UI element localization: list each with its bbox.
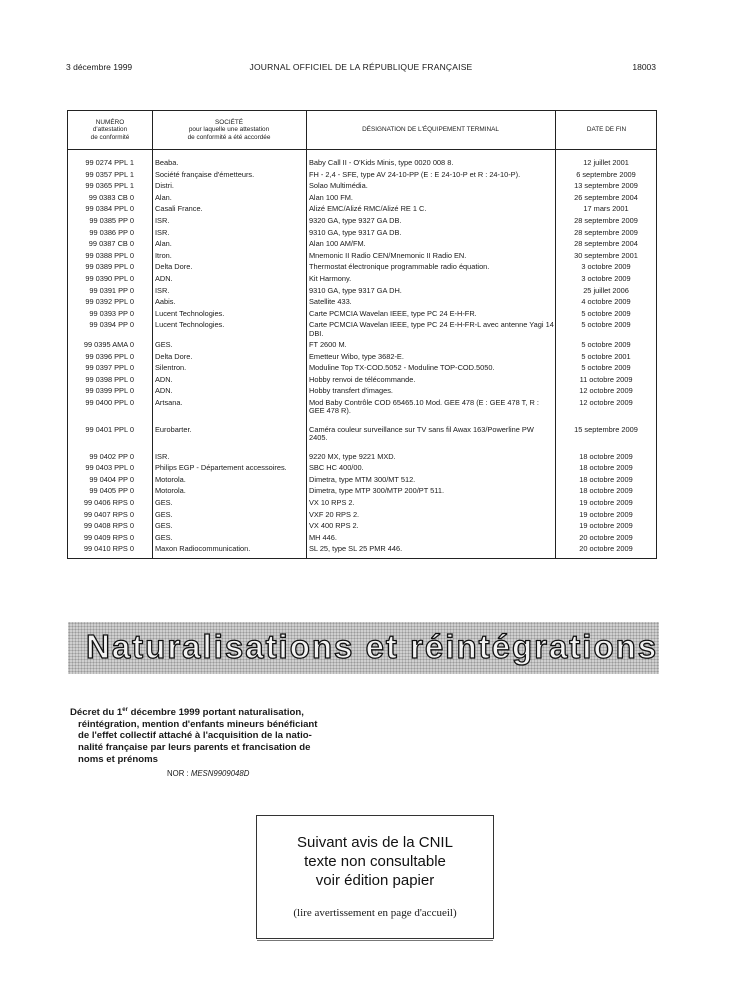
running-head (66, 62, 656, 76)
end-date: 5 octobre 2001 (581, 351, 631, 361)
equipment-designation: Emetteur Wibo, type 3682-E. (309, 351, 404, 361)
cnil-line: voir édition papier (315, 872, 435, 889)
attestation-number: 99 0387 CB 0 (88, 239, 134, 249)
end-date: 26 septembre 2004 (574, 192, 638, 202)
attestation-number: 99 0395 AMA 0 (83, 340, 134, 350)
attestation-number: 99 0406 RPS 0 (83, 498, 134, 508)
table-row (68, 159, 656, 171)
equipment-designation: Caméra couleur surveillance sur TV sans fil Awax 163/Powerline PW 2405. (309, 424, 534, 443)
table-row (68, 545, 656, 557)
equipment-designation: Hobby renvoi de télécommande. (309, 374, 416, 384)
header-societe-line: SOCIÉTÉ (214, 119, 244, 127)
header-numero-line: NUMÉRO (95, 119, 125, 127)
table-row (68, 341, 656, 353)
equipment-designation: Carte PCMCIA Wavelan IEEE, type PC 24 E-H-FR-L avec antenne Yagi 14 DBI. (309, 320, 554, 338)
company-name: Artsana. (155, 398, 183, 408)
company-name: Casali France. (155, 204, 203, 214)
end-date: 11 octobre 2009 (579, 374, 633, 384)
end-date: 28 septembre 2004 (574, 239, 638, 249)
equipment-designation: MH 446. (309, 532, 337, 542)
attestation-number: 99 0390 PPL 0 (85, 273, 134, 283)
company-name: ADN. (155, 273, 173, 283)
equipment-designation: Alizé EMC/Alizé RMC/Alizé RE 1 C. (309, 204, 427, 214)
attestation-number: 99 0398 PPL 0 (85, 374, 134, 384)
table-row (68, 217, 656, 229)
equipment-designation: FT 2600 M. (309, 340, 347, 350)
equipment-designation: Baby Call II - O'Kids Minis, type 0020 008 8. (309, 158, 454, 167)
end-date: 18 octobre 2009 (579, 451, 633, 461)
decree-line: de l'effet collectif attaché à l'acquisition de la natio- (78, 730, 312, 742)
company-name: GES. (155, 521, 173, 531)
equipment-designation: Dimetra, type MTM 300/MT 512. (309, 474, 416, 484)
section-title: Naturalisations et réintégrations (86, 628, 659, 665)
cnil-line: texte non consultable (304, 853, 446, 870)
attestation-number: 99 0383 CB 0 (88, 192, 134, 202)
attestation-number: 99 0388 PPL 0 (85, 250, 134, 260)
company-name: Silentron. (155, 363, 187, 373)
company-name: Motorola. (155, 474, 186, 484)
company-name: Alan. (155, 239, 172, 249)
attestation-number: 99 0384 PPL 0 (85, 204, 134, 214)
end-date: 3 octobre 2009 (581, 273, 631, 283)
decree-line: noms et prénoms (78, 753, 158, 765)
equipment-designation: Carte PCMCIA Wavelan IEEE, type PC 24 E-H-FR. (309, 308, 477, 318)
company-name: Lucent Technologies. (155, 320, 225, 330)
table-row (68, 499, 656, 511)
company-name: Distri. (155, 181, 174, 191)
equipment-designation: Mod Baby Contrôle COD 65465.10 Mod. GEE 478 (E : GEE 478 T, R : GEE 478 R). (309, 398, 539, 416)
equipment-designation: Thermostat électronique programmable radio équation. (309, 262, 490, 272)
equipment-designation: 9320 GA, type 9327 GA DB. (309, 215, 402, 225)
company-name: Eurobarter. (155, 424, 192, 434)
header-divider (68, 149, 656, 150)
attestation-number: 99 0397 PPL 0 (85, 363, 134, 373)
end-date: 20 octobre 2009 (579, 532, 633, 542)
attestation-number: 99 0396 PPL 0 (85, 351, 134, 361)
end-date: 25 juillet 2006 (583, 285, 629, 295)
end-date: 5 octobre 2009 (581, 363, 631, 373)
decree-line: nalité française par leurs parents et francisation de (78, 741, 311, 753)
attestation-number: 99 0404 PP 0 (89, 474, 134, 484)
attestation-number: 99 0392 PPL 0 (85, 297, 134, 307)
end-date: 19 octobre 2009 (579, 509, 633, 519)
end-date: 12 juillet 2001 (583, 158, 629, 167)
company-name: Delta Dore. (155, 262, 193, 272)
end-date: 5 octobre 2009 (581, 308, 631, 318)
table-row (68, 321, 656, 341)
end-date: 19 octobre 2009 (579, 521, 633, 531)
end-date: 17 mars 2001 (583, 204, 629, 214)
company-name: GES. (155, 509, 173, 519)
company-name: Lucent Technologies. (155, 308, 225, 318)
equipment-designation: Satellite 433. (309, 297, 352, 307)
nor-label: NOR : (167, 769, 189, 778)
journal-title: JOURNAL OFFICIEL DE LA RÉPUBLIQUE FRANÇAISE (249, 62, 473, 72)
end-date: 6 septembre 2009 (576, 169, 636, 179)
equipment-designation: VX 400 RPS 2. (309, 521, 359, 531)
table-body (68, 159, 656, 557)
attestation-number: 99 0357 PPL 1 (85, 169, 134, 179)
company-name: ISR. (155, 285, 170, 295)
company-name: GES. (155, 532, 173, 542)
equipment-designation: 9310 GA, type 9317 GA DH. (309, 285, 402, 295)
attestation-number: 99 0393 PP 0 (89, 308, 134, 318)
table-row (68, 240, 656, 252)
attestation-number: 99 0409 RPS 0 (83, 532, 134, 542)
equipment-designation: VX 10 RPS 2. (309, 498, 355, 508)
table-row (68, 275, 656, 287)
attestation-number: 99 0407 RPS 0 (83, 509, 134, 519)
equipment-designation: Alan 100 AM/FM. (309, 239, 366, 249)
table-row (68, 399, 656, 419)
equipment-designation: VXF 20 RPS 2. (309, 509, 360, 519)
table-row (68, 426, 656, 446)
attestation-number: 99 0408 RPS 0 (83, 521, 134, 531)
equipment-designation: SBC HC 400/00. (309, 463, 364, 473)
equipment-designation: 9220 MX, type 9221 MXD. (309, 451, 396, 461)
company-name: ISR. (155, 227, 170, 237)
equipment-designation: Hobby transfert d'images. (309, 386, 393, 396)
header-societe (152, 111, 306, 149)
end-date: 5 octobre 2009 (581, 320, 631, 330)
cnil-warning-note: (lire avertissement en page d'accueil) (293, 907, 457, 919)
attestation-number: 99 0394 PP 0 (89, 320, 134, 330)
equipment-designation: Solao Multimédia. (309, 181, 368, 191)
company-name: GES. (155, 498, 173, 508)
company-name: Beaba. (155, 158, 179, 167)
end-date: 4 octobre 2009 (581, 297, 631, 307)
end-date: 12 octobre 2009 (579, 398, 633, 408)
attestation-number: 99 0402 PP 0 (89, 451, 134, 461)
end-date: 28 septembre 2009 (574, 215, 638, 225)
end-date: 28 septembre 2009 (574, 227, 638, 237)
header-date-label: DATE DE FIN (586, 126, 627, 134)
attestation-number: 99 0365 PPL 1 (85, 181, 134, 191)
company-name: Philips EGP - Département accessoires. (155, 463, 287, 473)
end-date: 15 septembre 2009 (574, 424, 638, 434)
attestation-number: 99 0385 PP 0 (89, 215, 134, 225)
decree-heading (70, 705, 370, 765)
equipment-designation: 9310 GA, type 9317 GA DB. (309, 227, 402, 237)
end-date: 12 octobre 2009 (579, 386, 633, 396)
equipment-designation: SL 25, type SL 25 PMR 446. (309, 544, 403, 554)
attestation-number: 99 0401 PPL 0 (85, 424, 134, 434)
decree-line: réintégration, mention d'enfants mineurs bénéficiant (78, 718, 318, 730)
company-name: ISR. (155, 451, 170, 461)
attestation-number: 99 0400 PPL 0 (85, 398, 134, 408)
company-name: Motorola. (155, 486, 186, 496)
company-name: Aabis. (155, 297, 176, 307)
equipment-designation: FH - 2,4 - SFE, type AV 24-10-PP (E : E 24-10-P et R : 24-10-P). (309, 169, 521, 179)
header-numero (68, 111, 152, 149)
attestation-number: 99 0389 PPL 0 (85, 262, 134, 272)
attestation-number: 99 0386 PP 0 (89, 227, 134, 237)
header-designation (306, 111, 555, 149)
equipment-designation: Dimetra, type MTP 300/MTP 200/PT 511. (309, 486, 445, 496)
attestation-number: 99 0274 PPL 1 (85, 158, 134, 167)
company-name: Maxon Radiocommunication. (155, 544, 251, 554)
company-name: Alan. (155, 192, 172, 202)
end-date: 18 octobre 2009 (579, 474, 633, 484)
attestation-number: 99 0399 PPL 0 (85, 386, 134, 396)
end-date: 20 octobre 2009 (579, 544, 633, 554)
company-name: ADN. (155, 374, 173, 384)
end-date: 3 octobre 2009 (581, 262, 631, 272)
nor-code: MESN9909048D (190, 769, 250, 778)
page-number: 18003 (632, 62, 656, 72)
header-numero-line: de conformité (90, 133, 130, 141)
company-name: Itron. (155, 250, 172, 260)
end-date: 30 septembre 2001 (574, 250, 638, 260)
equipment-designation: Alan 100 FM. (309, 192, 353, 202)
attestation-table (67, 110, 657, 559)
company-name: Delta Dore. (155, 351, 193, 361)
header-designation-label: DÉSIGNATION DE L'ÉQUIPEMENT TERMINAL (362, 126, 499, 134)
company-name: GES. (155, 340, 173, 350)
nor-reference (167, 769, 249, 778)
header-numero-line: d'attestation (92, 126, 128, 134)
attestation-number: 99 0403 PPL 0 (85, 463, 134, 473)
attestation-number: 99 0391 PP 0 (89, 285, 134, 295)
table-row (68, 298, 656, 310)
end-date: 19 octobre 2009 (579, 498, 633, 508)
equipment-designation: Moduline Top TX-COD.5052 - Moduline TOP-COD.5050. (309, 363, 495, 373)
equipment-designation: Mnemonic II Radio CEN/Mnemonic II Radio EN. (309, 250, 467, 260)
issue-date: 3 décembre 1999 (66, 62, 133, 72)
decree-line: Décret du 1er décembre 1999 portant naturalisation, (70, 707, 304, 719)
end-date: 5 octobre 2009 (581, 340, 631, 350)
attestation-number: 99 0410 RPS 0 (83, 544, 134, 554)
company-name: Société française d'émetteurs. (155, 169, 255, 179)
section-banner (68, 622, 659, 674)
cnil-notice (256, 815, 494, 939)
end-date: 18 octobre 2009 (579, 463, 633, 473)
equipment-designation: Kit Harmony. (309, 273, 352, 283)
cnil-line: Suivant avis de la CNIL (297, 834, 453, 851)
header-societe-line: pour laquelle une attestation (188, 126, 270, 134)
header-date (555, 111, 658, 149)
company-name: ISR. (155, 215, 170, 225)
company-name: ADN. (155, 386, 173, 396)
attestation-number: 99 0405 PP 0 (89, 486, 134, 496)
end-date: 18 octobre 2009 (579, 486, 633, 496)
end-date: 13 septembre 2009 (574, 181, 638, 191)
header-societe-line: de conformité a été accordée (187, 133, 271, 141)
